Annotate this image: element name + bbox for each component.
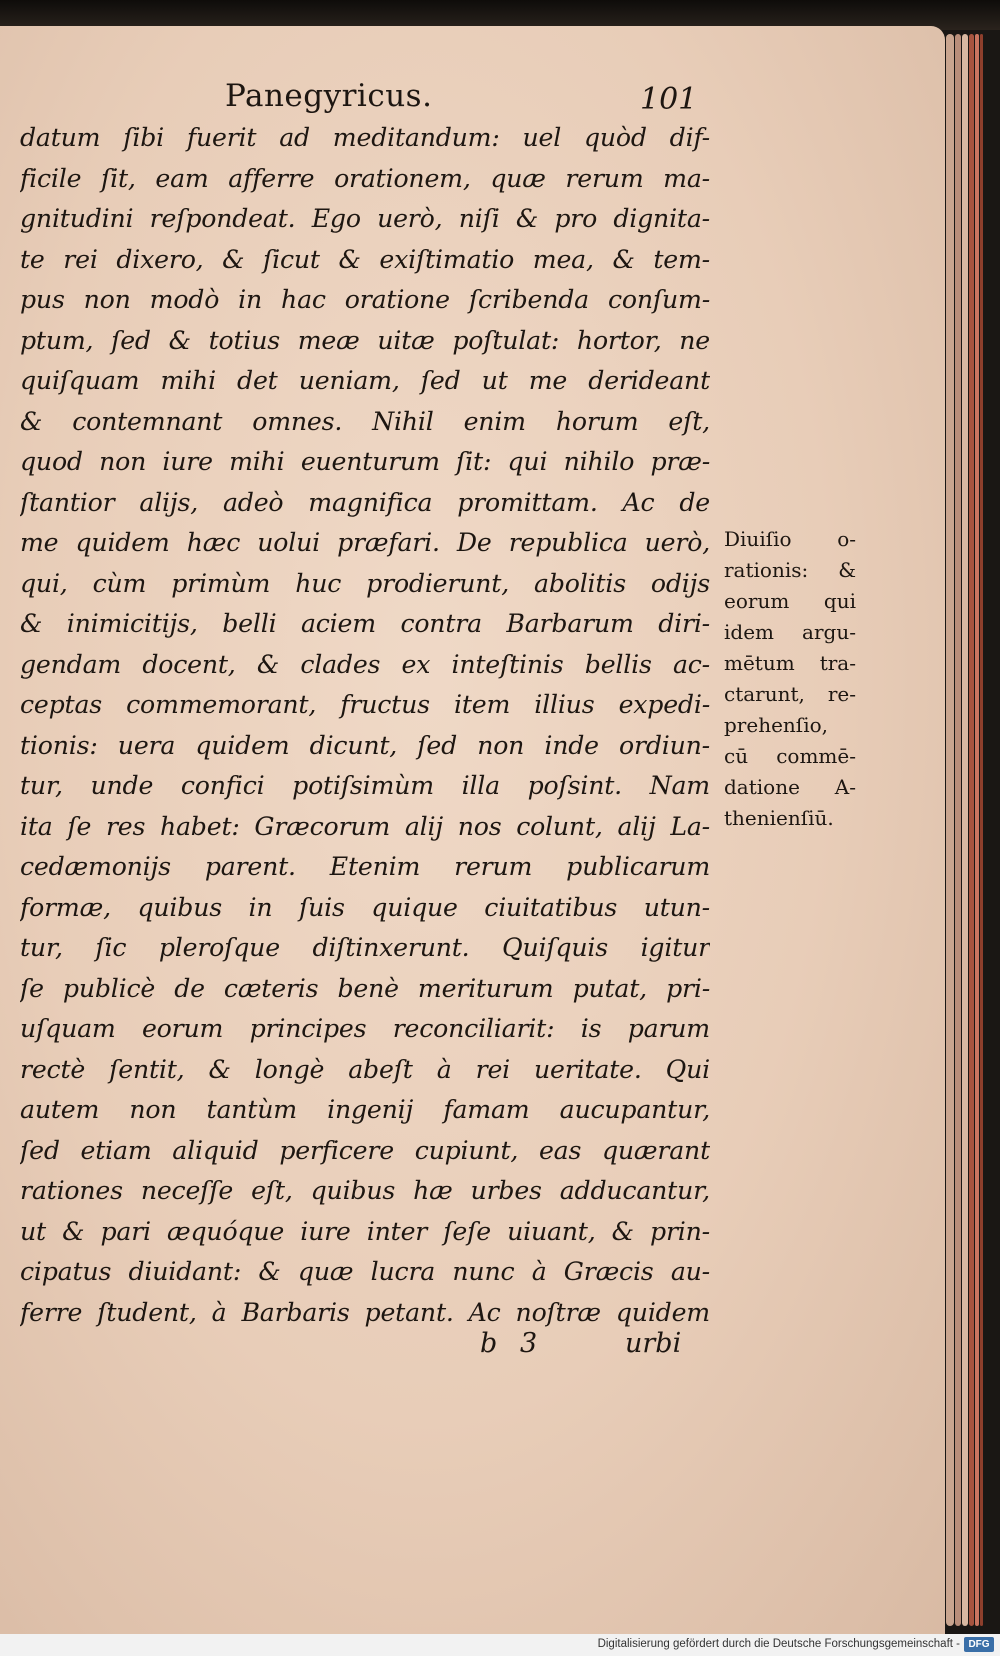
text-line: rectè ſentit, & longè abeſt à rei ueritate. Qui [20, 1054, 710, 1084]
marginal-note-line: cū commē- [724, 744, 856, 768]
marginal-note-line: thenienſiū. [724, 806, 834, 830]
text-line: ferre ſtudent, à Barbaris petant. Ac noſtræ quidem [20, 1297, 710, 1327]
text-line: qui, cùm primùm huc prodierunt, abolitis odijs [20, 568, 710, 598]
marginal-note [724, 524, 856, 834]
page-edge [975, 34, 979, 1626]
text-line: ſed etiam aliquid perficere cupiunt, eas quærant [20, 1135, 710, 1165]
text-line: ſtantior alijs, adeò magnifica promittam. Ac de [20, 487, 710, 517]
text-line: tur, unde confici potiſsimùm illa poſsint. Nam [20, 771, 710, 800]
marginal-note-line: prehenſio, [724, 713, 828, 737]
running-head: Panegyricus. [225, 78, 433, 114]
text-line: ficile ſit, eam afferre orationem, quæ rerum ma- [20, 163, 710, 193]
text-line: pus non modò in hac oratione ſcribenda conſum- [20, 285, 710, 314]
text-line: te rei dixero, & ſicut & exiſtimatio mea, & tem- [20, 244, 710, 274]
text-line: ut & pari æquóque iure inter ſeſe uiuant, & prin- [20, 1216, 710, 1246]
page-edge [980, 34, 983, 1626]
marginal-note-line: eorum qui [724, 589, 856, 613]
text-line: uſquam eorum principes reconciliarit: is parum [20, 1014, 710, 1043]
signature-letter: b [480, 1328, 498, 1359]
text-line: ceptas commemorant, fructus item illius expedi- [20, 690, 710, 719]
page-text-area [0, 26, 945, 1634]
body-text [20, 118, 710, 1333]
book-page [0, 26, 945, 1634]
marginal-note-line: mētum tra- [724, 651, 856, 675]
text-line: tionis: uera quidem dicunt, ſed non inde ordiun- [20, 730, 710, 760]
funding-credit: Digitalisierung gefördert durch die Deutsche Forschungsgemeinschaft - [597, 1638, 960, 1650]
marginal-note-line: Diuiſio o- [724, 527, 856, 551]
marginal-note-line: datione A- [724, 775, 856, 799]
text-line: ſe publicè de cæteris benè meriturum putat, pri- [20, 973, 710, 1003]
text-line: formæ, quibus in ſuis quique ciuitatibus utun- [20, 892, 710, 922]
digitization-footer [0, 1634, 1000, 1656]
catchword: urbi [625, 1328, 682, 1359]
signature-number: 3 [520, 1328, 538, 1359]
page-edge [962, 34, 968, 1626]
text-line: ptum, ſed & totius meæ uitæ poſtulat: hortor, ne [20, 325, 710, 355]
text-line: cedæmonijs parent. Etenim rerum publicarum [20, 852, 710, 881]
text-line: tur, ſic pleroſque diſtinxerunt. Quiſquis igitur [20, 933, 710, 962]
text-line: autem non tantùm ingenij famam aucupantur, [20, 1095, 710, 1124]
text-line: & contemnant omnes. Nihil enim horum eſt, [20, 406, 710, 436]
text-line: quiſquam mihi det ueniam, ſed ut me derideant [20, 366, 710, 395]
text-line: ita ſe res habet: Græcorum alij nos colunt, alij La- [20, 811, 710, 841]
catchword-line [470, 1328, 720, 1368]
text-line: datum ſibi fuerit ad meditandum: uel quòd dif- [20, 123, 710, 152]
marginal-note-line: ctarunt, re- [724, 682, 856, 706]
text-line: quod non iure mihi euenturum ſit: qui nihilo præ- [20, 447, 710, 476]
text-line: cipatus diuidant: & quæ lucra nunc à Græcis au- [20, 1257, 710, 1286]
page-number: 101 [640, 82, 698, 117]
marginal-note-line: idem argu- [724, 620, 856, 644]
text-line: rationes neceſſe eſt, quibus hæ urbes adducantur, [20, 1176, 710, 1205]
text-line: gendam docent, & clades ex inteſtinis bellis ac- [20, 649, 710, 679]
text-line: & inimicitijs, belli aciem contra Barbarum diri- [20, 609, 710, 638]
marginal-note-line: rationis: & [724, 558, 856, 582]
text-line: me quidem hæc uolui præfari. De republica uerò, [20, 528, 710, 557]
text-line: gnitudini reſpondeat. Ego uerò, niſi & pro dignita- [20, 204, 710, 233]
page-edge [955, 34, 961, 1626]
page-edge [969, 34, 974, 1626]
page-edge [946, 34, 954, 1626]
dfg-logo-icon: DFG [964, 1637, 994, 1652]
